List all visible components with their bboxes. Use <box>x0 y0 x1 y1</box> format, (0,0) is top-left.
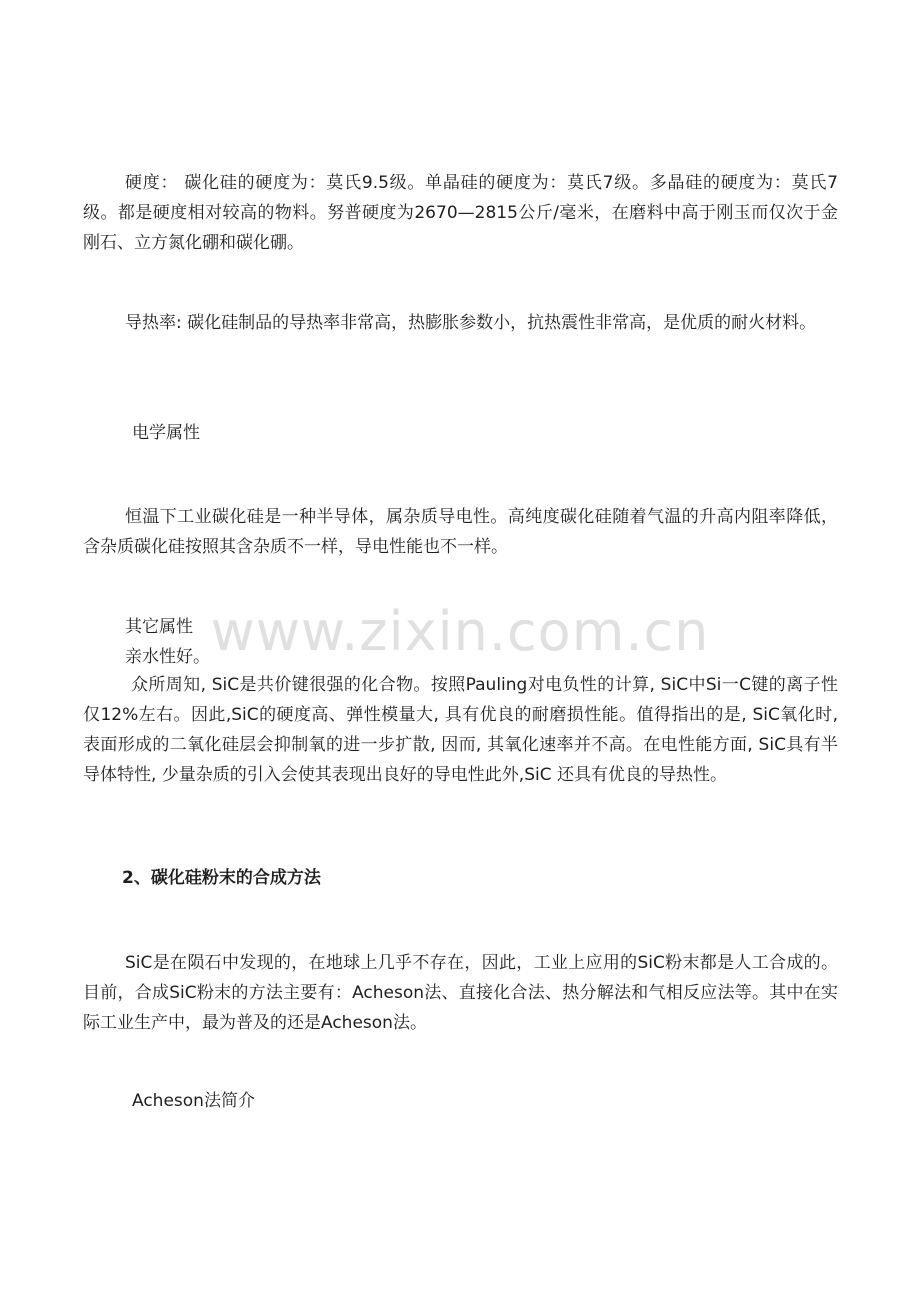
electrical-properties-paragraph: 恒温下工业碳化硅是一种半导体，属杂质导电性。高纯度碳化硅随着气温的升高内阻率降低，含杂质碳化硅按照其含杂质不一样，导电性能也不一样。 <box>83 507 838 557</box>
hydrophilic-line: 亲水性好。 <box>125 647 210 667</box>
electrical-properties-title: 电学属性 <box>132 423 200 443</box>
thermal-conductivity-paragraph: 导热率: 碳化硅制品的导热率非常高，热膨胀参数小，抗热震性非常高，是优质的耐火材料。 <box>125 313 817 333</box>
acheson-method-title: Acheson法简介 <box>132 1091 255 1111</box>
watermark: www.zixin.com.cn <box>210 600 710 663</box>
other-properties-title: 其它属性 <box>125 617 193 637</box>
synthesis-paragraph: SiC是在陨石中发现的，在地球上几乎不存在，因此，工业上应用的SiC粉末都是人工合成的。目前，合成SiC粉末的方法主要有：Acheson法、直接化合法、热分解法和气相反应法等。其中在实际工业生产中，最为普及的还是Acheson法。 <box>83 953 838 1033</box>
hardness-paragraph: 硬度： 碳化硅的硬度为：莫氏9.5级。单晶硅的硬度为：莫氏7级。多晶硅的硬度为：莫氏7级。都是硬度相对较高的物料。努普硬度为2670—2815公斤/毫米，在磨料中高于刚玉而仅次于金刚石、立方氮化硼和碳化硼。 <box>83 173 838 253</box>
section-2-heading: 2、碳化硅粉末的合成方法 <box>122 868 321 888</box>
covalent-bond-paragraph: 众所周知, SiC是共价键很强的化合物。按照Pauling对电负性的计算, SiC中Si一C键的离子性仅12%左右。因此,SiC的硬度高、弹性模量大, 具有优良的耐磨损性能。值得指出的是, SiC氧化时, 表面形成的二氧化硅层会抑制氧的进一步扩散, 因而, 其氧化速率并不高。在电性能方面, SiC具有半导体特性, 少量杂质的引入会使其表现出良好的导电性此外,SiC 还具有优良的导热性。 <box>83 675 838 785</box>
